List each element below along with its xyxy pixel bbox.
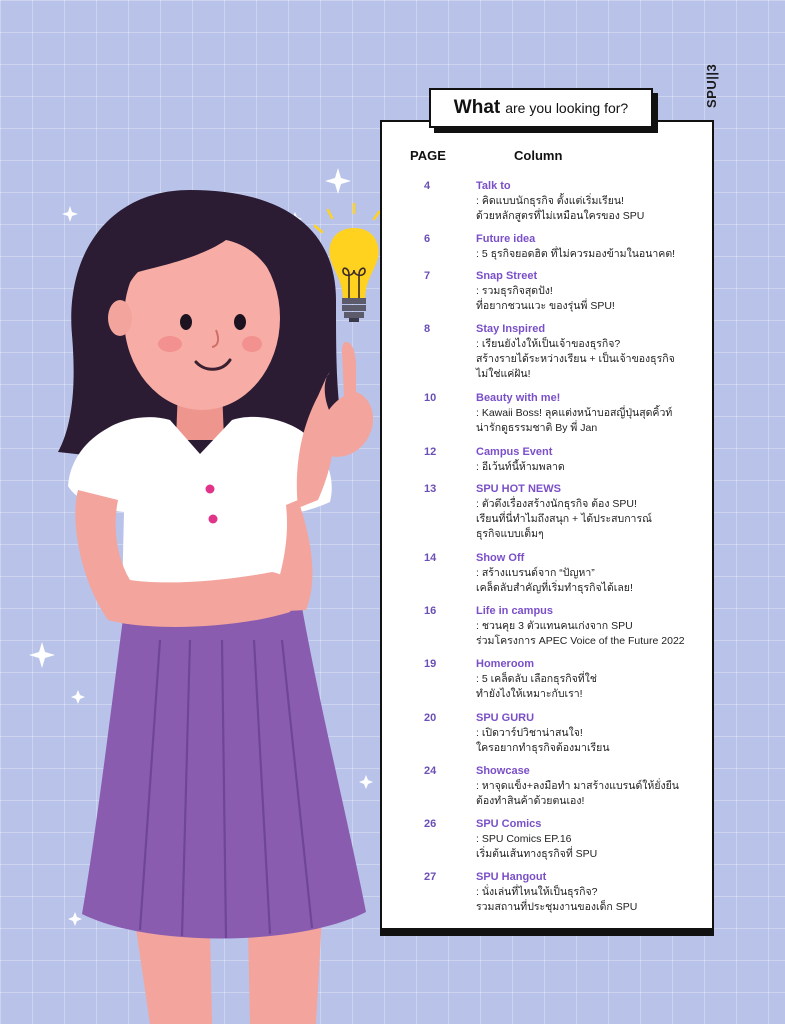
page-number: 16 bbox=[424, 605, 437, 617]
page-title-strong: What bbox=[453, 97, 501, 118]
description-line: ทำยังไงให้เหมาะกับเรา! bbox=[476, 688, 583, 700]
page-number: 27 bbox=[424, 871, 437, 883]
entry-description bbox=[476, 406, 710, 436]
page-number: 14 bbox=[424, 552, 437, 564]
description-line: สร้างรายได้ระหว่างเรียน + เป็นเจ้าของธุรกิจ bbox=[476, 353, 675, 365]
entry-title: Talk to bbox=[476, 180, 511, 192]
entry-title: Campus Event bbox=[476, 446, 553, 458]
description-line: : เรียนยังไงให้เป็นเจ้าของธุรกิจ? bbox=[476, 338, 621, 350]
entry-description bbox=[476, 337, 710, 382]
entry-description bbox=[476, 247, 710, 262]
description-line: รวมสถานที่ประชุมงานของเด็ก SPU bbox=[476, 901, 638, 913]
description-line: ต้องทำสินค้าด้วยตนเอง! bbox=[476, 795, 585, 807]
page-number: 10 bbox=[424, 392, 437, 404]
entry-description bbox=[476, 566, 710, 596]
entry-title: Snap Street bbox=[476, 270, 538, 282]
description-line: : หาจุดแข็ง+ลงมือทำ มาสร้างแบรนด์ให้ยั่งยืน bbox=[476, 780, 679, 792]
description-line: ร่วมโครงการ APEC Voice of the Future 2022 bbox=[476, 635, 685, 647]
page-number: 24 bbox=[424, 765, 437, 777]
description-line: น่ารักดูธรรมชาติ By พี่ Jan bbox=[476, 422, 598, 434]
page-title-rest: are you looking for? bbox=[505, 100, 629, 116]
description-line: : คิดแบบนักธุรกิจ ตั้งแต่เริ่มเรียน! bbox=[476, 195, 624, 207]
description-line: : รวมธุรกิจสุดปัง! bbox=[476, 285, 553, 297]
entry-title: SPU GURU bbox=[476, 712, 535, 724]
entry-description bbox=[476, 619, 710, 649]
description-line: : SPU Comics EP.16 bbox=[476, 833, 572, 845]
entry-description bbox=[476, 832, 710, 862]
page-number: 8 bbox=[424, 323, 431, 335]
description-line: : 5 เคล็ดลับ เลือกธุรกิจที่ใช่ bbox=[476, 673, 597, 685]
entry-title: Life in campus bbox=[476, 605, 554, 617]
description-line: : 5 ธุรกิจยอดฮิต ที่ไม่ควรมองข้ามในอนาคต! bbox=[476, 248, 676, 260]
description-line: : สร้างแบรนด์จาก “ปัญหา” bbox=[476, 567, 595, 579]
entry-description bbox=[476, 726, 710, 756]
page-number: 7 bbox=[424, 270, 431, 282]
page-number: 12 bbox=[424, 446, 437, 458]
description-line: : ชวนคุย 3 ตัวแทนคนเก่งจาก SPU bbox=[476, 620, 633, 632]
description-line: ธุรกิจแบบเต็มๆ bbox=[476, 528, 544, 540]
entry-description bbox=[476, 779, 710, 809]
page-number: 13 bbox=[424, 483, 437, 495]
entry-title: Future idea bbox=[476, 233, 536, 245]
page-column-header: PAGE bbox=[410, 148, 446, 163]
description-line: ด้วยหลักสูตรที่ไม่เหมือนใครของ SPU bbox=[476, 210, 645, 222]
entry-title: Homeroom bbox=[476, 658, 535, 670]
description-line: : ตัวตึงเรื่องสร้างนักธุรกิจ ต้อง SPU! bbox=[476, 498, 637, 510]
description-line: : เปิดวาร์ปวิชาน่าสนใจ! bbox=[476, 727, 583, 739]
description-line: เริ่มต้นเส้นทางธุรกิจที่ SPU bbox=[476, 848, 598, 860]
entry-description bbox=[476, 672, 710, 702]
description-line: : นั่งเล่นที่ไหนให้เป็นธุรกิจ? bbox=[476, 886, 598, 898]
brand-logo bbox=[700, 64, 724, 110]
entry-description bbox=[476, 460, 710, 475]
description-line: ไม่ใช่แค่ฝัน! bbox=[476, 368, 531, 380]
entry-description bbox=[476, 284, 710, 314]
description-line: เคล็ดลับสำคัญที่เริ่มทำธุรกิจได้เลย! bbox=[476, 582, 633, 594]
entry-description bbox=[476, 885, 710, 915]
entry-description bbox=[476, 497, 710, 542]
description-line: ใครอยากทำธุรกิจต้องมาเรียน bbox=[476, 742, 610, 754]
entry-description bbox=[476, 194, 710, 224]
description-line: ที่อยากชวนแวะ ของรุ่นพี่ SPU! bbox=[476, 300, 615, 312]
entry-title: Beauty with me! bbox=[476, 392, 561, 404]
description-line: : อีเว้นท์นี้ห้ามพลาด bbox=[476, 461, 565, 473]
entry-title: SPU Comics bbox=[476, 818, 542, 830]
entry-title: Stay Inspired bbox=[476, 323, 546, 335]
entry-title: Showcase bbox=[476, 765, 530, 777]
entry-title: Show Off bbox=[476, 552, 525, 564]
entry-title: SPU Hangout bbox=[476, 871, 547, 883]
entry-title: SPU HOT NEWS bbox=[476, 483, 561, 495]
description-line: เรียนที่นี่ทำไมถึงสนุก + ได้ประสบการณ์ bbox=[476, 513, 652, 525]
description-line: : Kawaii Boss! ลุคแต่งหน้าบอสญี่ปุ่นสุดคิ้วท์ bbox=[476, 407, 673, 419]
page-number: 20 bbox=[424, 712, 437, 724]
page-title bbox=[429, 88, 653, 128]
page-number: 19 bbox=[424, 658, 437, 670]
column-column-header: Column bbox=[514, 148, 563, 163]
page-number: 4 bbox=[424, 180, 431, 192]
brand-logo-text: SPU||3 bbox=[704, 63, 719, 108]
page-number: 6 bbox=[424, 233, 431, 245]
page-number: 26 bbox=[424, 818, 437, 830]
